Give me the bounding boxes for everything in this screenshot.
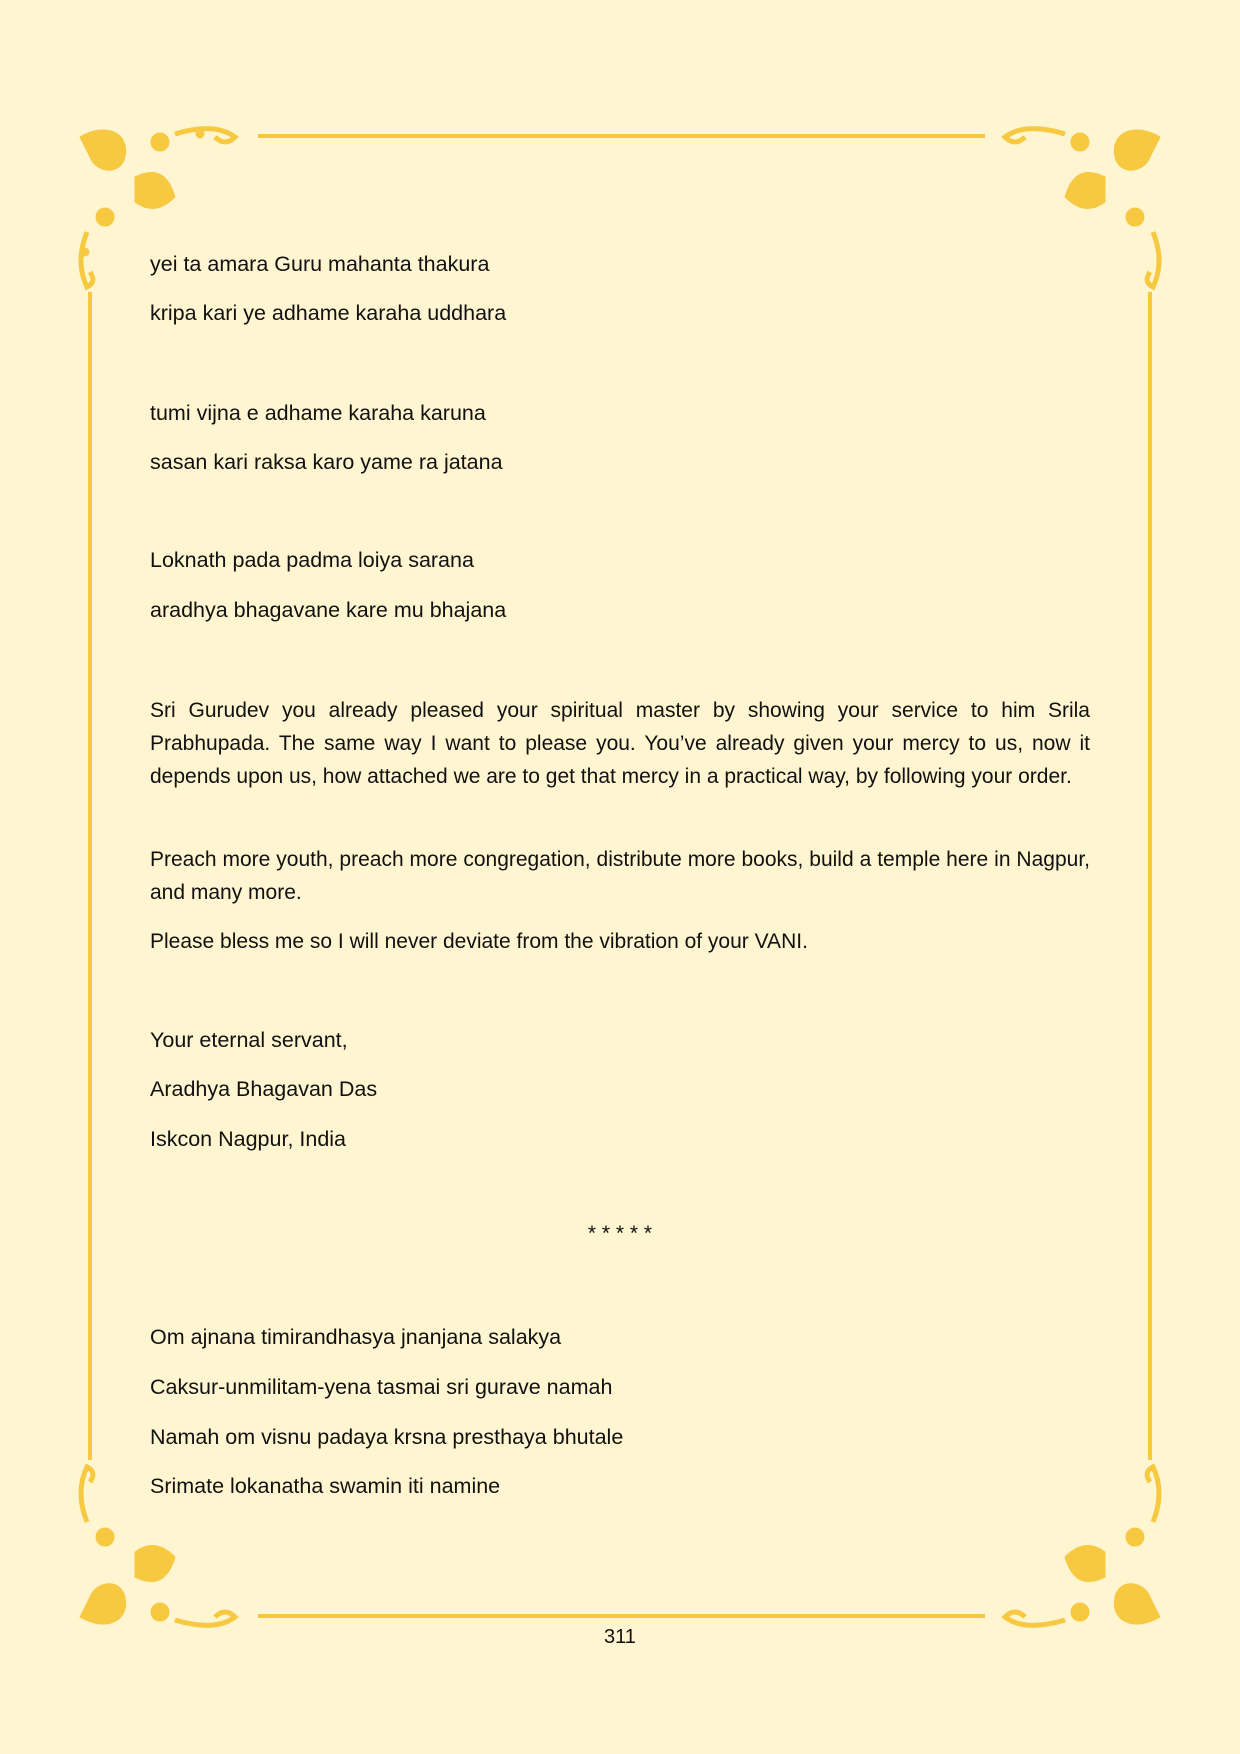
- body-paragraph: Preach more youth, preach more congregation, distribute more books, build a temple here in Nagpur, and many more.: [150, 848, 1090, 904]
- body-paragraph: Sri Gurudev you already pleased your spiritual master by showing your service to him Srila Prabhupada. The same way I want to please you. You’ve already given your mercy to us, now it depends upon us, how attached we are to get that mercy in a practical way, by following your order.: [150, 699, 1090, 788]
- prayer-line: Om ajnana timirandhasya jnanjana salakya: [150, 1325, 562, 1349]
- verse-line: sasan kari raksa karo yame ra jatana: [150, 450, 503, 474]
- body-paragraph: Please bless me so I will never deviate from the vibration of your VANI.: [150, 930, 808, 953]
- border-bottom: [258, 1614, 985, 1618]
- prayer-line: Namah om visnu padaya krsna presthaya bhutale: [150, 1425, 624, 1449]
- verse-line: kripa kari ye adhame karaha uddhara: [150, 301, 507, 325]
- signature-location: Iskcon Nagpur, India: [150, 1127, 347, 1151]
- verse-line: aradhya bhagavane kare mu bhajana: [150, 598, 507, 622]
- verse-line: yei ta amara Guru mahanta thakura: [150, 252, 490, 276]
- prayer-line: Srimate lokanatha swamin iti namine: [150, 1474, 501, 1498]
- verse-line: Loknath pada padma loiya sarana: [150, 548, 474, 572]
- corner-ornament-top-right-icon: [985, 122, 1165, 302]
- page-number: 311: [604, 1626, 636, 1648]
- border-left: [88, 292, 92, 1460]
- border-top: [258, 134, 985, 138]
- signature-closing: Your eternal servant,: [150, 1028, 348, 1052]
- signature-name: Aradhya Bhagavan Das: [150, 1077, 378, 1101]
- section-separator: * * * * *: [587, 1222, 653, 1245]
- prayer-line: Caksur-unmilitam-yena tasmai sri gurave namah: [150, 1375, 613, 1399]
- border-right: [1148, 292, 1152, 1460]
- corner-ornament-bottom-right-icon: [985, 1452, 1165, 1632]
- verse-line: tumi vijna e adhame karaha karuna: [150, 401, 486, 425]
